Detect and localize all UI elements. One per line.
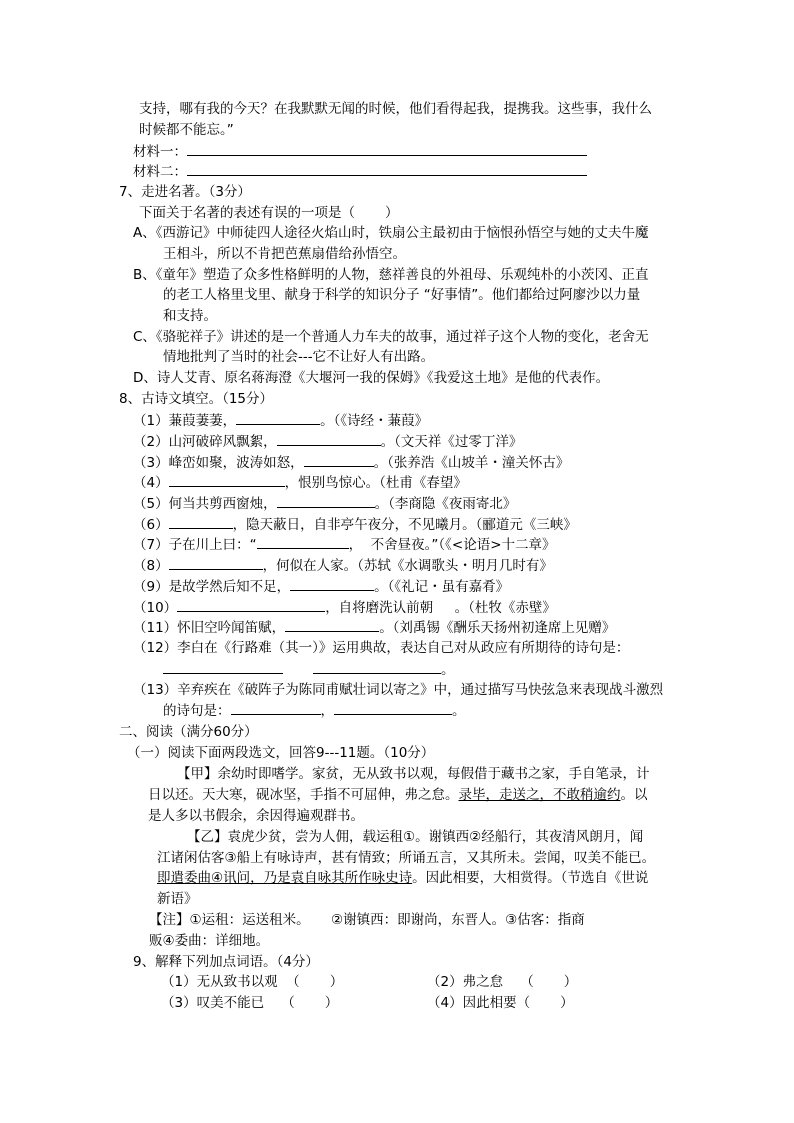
passage-yi: 江诸闲估客③船上有咏诗声，甚有情致；所诵五言，又其所未。尝闻，叹美不能已。	[157, 850, 656, 866]
poem-source: 。（李商隐《夜雨寄北》	[374, 496, 517, 512]
answer-blank[interactable]	[257, 534, 349, 549]
poem-blanks	[163, 700, 466, 721]
punct: ，	[320, 703, 334, 719]
passage-text: 。以	[620, 787, 648, 803]
underlined-sentence: 录毕，走送之，不敢稍逾约	[458, 787, 621, 803]
poem-text: 的诗句是：	[163, 703, 231, 719]
poem-text: （8）	[133, 558, 169, 574]
answer-blank[interactable]	[187, 161, 587, 176]
poem-text: （3）峰峦如聚，波涛如怒，	[133, 455, 304, 471]
poem-item: （12）李白在《行路难（其一）》运用典故，表达自己对从政应有所期待的诗句是：	[133, 640, 630, 656]
note: 贩④委曲：详细地。	[149, 933, 270, 949]
option-b: B、《童年》塑造了众多性格鲜明的人物，慈祥善良的外祖母、乐观纯朴的小茨冈、正直	[133, 267, 649, 283]
answer-blank[interactable]	[169, 472, 285, 487]
answer-blank[interactable]	[313, 659, 441, 674]
poem-item	[133, 534, 556, 555]
poem-item	[133, 472, 467, 493]
answer-blank[interactable]	[290, 576, 374, 591]
poem-text: （10）	[133, 600, 178, 616]
poem-blanks	[163, 659, 455, 680]
answer-blank[interactable]	[277, 431, 381, 446]
word-item: （3）叹美不能已 （ ）	[161, 995, 339, 1011]
passage-yi: 【乙】袁虎少贫，尝为人佣，载运租①。谢镇西②经船行，其夜清风朗月，闻	[187, 829, 644, 845]
poem-text: （5）何当共剪西窗烛，	[133, 496, 277, 512]
answer-blank[interactable]	[169, 555, 263, 570]
poem-item: （13）辛弃疾在《破阵子为陈同甫赋壮词以寄之》中，通过描写马快弦急来表现战斗激烈	[133, 682, 664, 698]
question-8: 8、古诗文填空。（15分）	[119, 391, 274, 407]
poem-text: （6）	[133, 517, 169, 533]
passage-text: 日以还。天大寒，砚冰坚，手指不可屈伸，弗之怠。	[148, 787, 459, 803]
option-a-cont: 王相斗，所以不肯把芭蕉扇借给孙悟空。	[163, 246, 406, 262]
poem-item	[133, 555, 553, 576]
passage-text: 。因此相要，大相赏得。（节选自《世说	[412, 870, 649, 886]
answer-blank[interactable]	[236, 410, 320, 425]
answer-blank[interactable]	[334, 700, 452, 715]
question-7: 7、走进名著。（3分）	[119, 184, 251, 200]
answer-blank[interactable]	[304, 452, 374, 467]
question-9: 9、解释下列加点词语。（4分）	[133, 954, 319, 970]
poem-source: 。（刘禹锡《酬乐天扬州初逢席上见赠》	[379, 620, 616, 636]
poem-item	[133, 493, 516, 514]
poem-text: （4）	[133, 475, 169, 491]
poem-source: 。（《诗经・蒹葭》	[320, 413, 429, 429]
poem-item	[133, 597, 556, 618]
poem-source: ，恨别鸟惊心。（杜甫《春望》	[284, 475, 467, 491]
answer-blank[interactable]	[277, 493, 375, 508]
material-label: 材料二：	[133, 164, 187, 180]
poem-source: 。（《礼记・虽有嘉肴》	[374, 579, 510, 595]
option-c: C、《骆驼祥子》讲述的是一个普通人力车夫的故事，通过祥子这个人物的变化，老舍无	[133, 329, 649, 345]
poem-text: （9）是故学然后知不足，	[133, 579, 291, 595]
poem-item	[133, 514, 577, 535]
poem-source: ， 不舍昼夜。”（《<论语>十二章》	[348, 537, 556, 553]
material-one	[133, 141, 587, 162]
poem-text: （2）山河破碎风飘絮，	[133, 434, 277, 450]
poem-item	[133, 452, 569, 473]
poem-text: （7）子在川上曰：“	[133, 537, 257, 553]
punct: 。	[452, 703, 466, 719]
passage-yi: 新语》	[157, 891, 198, 907]
answer-blank[interactable]	[285, 617, 379, 632]
underlined-sentence: 即遣委曲④讯问，乃是袁自咏其所作咏史诗	[157, 870, 413, 886]
note: 【注】①运租：运送租米。 ②谢镇西：即谢尚，东晋人。③估客：指商	[149, 912, 585, 928]
text-line: 支持，哪有我的今天？在我默默无闻的时候，他们看得起我，提携我。这些事，我什么	[139, 101, 652, 117]
poem-item	[133, 576, 509, 597]
material-two	[133, 161, 587, 182]
poem-item	[133, 410, 428, 431]
answer-blank[interactable]	[177, 597, 325, 612]
poem-item	[133, 431, 522, 452]
word-item: （2）弗之怠 （ ）	[427, 974, 578, 990]
poem-source: 。（文天祥《过零丁洋》	[380, 434, 523, 450]
word-item: （4）因此相要（ ）	[427, 995, 574, 1011]
poem-source: 。（张养浩《山坡羊・潼关怀古》	[373, 455, 570, 471]
option-c-cont: 情地批判了当时的社会---它不让好人有出路。	[163, 349, 435, 365]
option-b-cont: 的老工人格里戈里、献身于科学的知识分子 “好事情”。他们都给过阿廖沙以力量	[163, 287, 641, 303]
poem-item	[133, 617, 615, 638]
answer-blank[interactable]	[187, 141, 587, 156]
word-item: （1）无从致书以观 （ ）	[161, 974, 344, 990]
answer-blank[interactable]	[231, 700, 321, 715]
answer-blank[interactable]	[163, 659, 283, 674]
option-d: D、诗人艾青、原名蒋海澄《大堰河一我的保姆》《我爱这土地》是他的代表作。	[133, 370, 610, 386]
poem-source: ，何似在人家。（苏轼《水调歌头・明月几时有》	[262, 558, 553, 574]
passage-yi	[157, 868, 648, 888]
poem-source: ，自将磨洗认前朝 。（杜牧《赤壁》	[325, 600, 556, 616]
punct: 。	[441, 662, 455, 678]
section-heading: 二、阅读（满分60分）	[119, 724, 258, 740]
option-a: A、《西游记》中师徒四人途径火焰山时，铁扇公主最初由于恼恨孙悟空与她的丈夫牛魔	[133, 225, 649, 241]
material-label: 材料一：	[133, 144, 187, 160]
text-line: 时候都不能忘。”	[139, 122, 234, 138]
passage-jia: 是人多以书假余，余因得遍观群书。	[148, 808, 364, 824]
question-stem: 下面关于名著的表述有误的一项是（ ）	[139, 205, 399, 221]
poem-source: ，隐天蔽日，自非亭午夜分，不见曦月。（郦道元《三峡》	[232, 517, 577, 533]
passage-jia: 【甲】余幼时即嗜学。家贫，无从致书以观，每假借于藏书之家，手自笔录，计	[177, 766, 650, 782]
poem-text: （11）怀旧空吟闻笛赋，	[133, 620, 286, 636]
answer-blank[interactable]	[169, 514, 233, 529]
passage-jia	[148, 785, 648, 805]
option-b-cont: 和支持。	[163, 308, 217, 324]
reading-intro: （一）阅读下面两段选文，回答9---11题。（10分）	[127, 745, 435, 761]
poem-text: （1）蒹葭萋萋，	[133, 413, 237, 429]
